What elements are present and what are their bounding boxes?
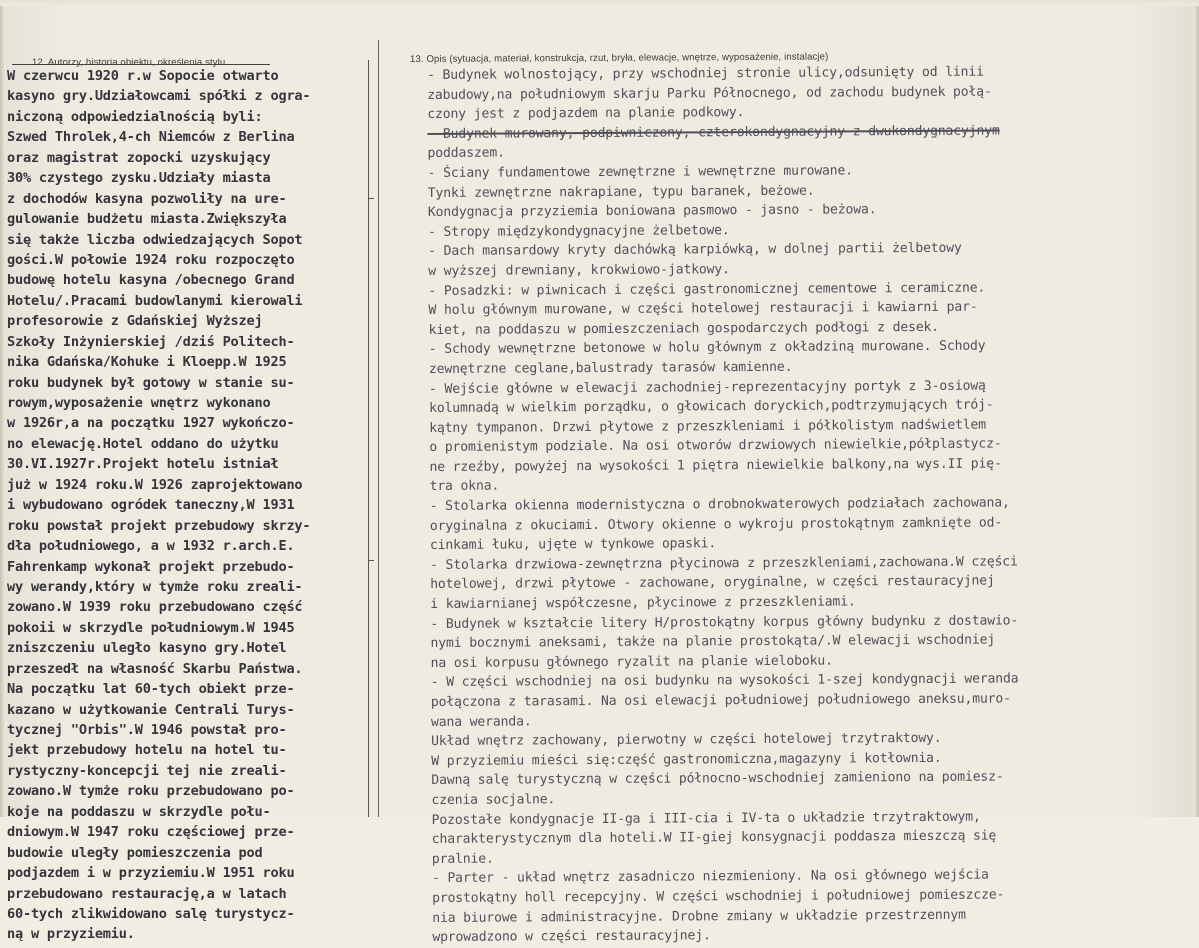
column-divider-outer xyxy=(378,40,379,817)
history-text-line: W czerwcu 1920 r.w Sopocie otwarto xyxy=(7,68,279,84)
history-text-line: pokoii w skrzydle południowym.W 1945 xyxy=(7,619,295,636)
description-text-line: Dawną salę turystyczną w części północno-wschodniej zamieniono na pomiesz- xyxy=(431,769,1004,789)
description-text-line: Pozostałe kondygnacje II-ga i III-cia i IV-ta o układzie trzytraktowym, xyxy=(431,809,981,828)
paper-edge-top xyxy=(0,0,1199,6)
history-text-line: dniowym.W 1947 roku częściowej prze- xyxy=(7,824,295,841)
description-text-line: prostokątny holl recepcyjny. W części wschodniej i południowej pomieszcze- xyxy=(432,887,1005,906)
history-text-line: i wybudowano ogródek taneczny,W 1931 xyxy=(7,497,295,514)
history-text-line: kazano w użytkowanie Centrali Turys- xyxy=(7,701,295,718)
description-text-line: i kawiarnianej współczesne, płycinowe z przeszkleniami. xyxy=(430,594,856,613)
history-text-line: jekt przebudowy hotelu na hotel tu- xyxy=(7,742,287,759)
description-text-line: - Stropy międzykondygnacyjne żelbetowe. xyxy=(427,222,730,240)
history-text-line: ną w przyziemiu. xyxy=(7,926,135,943)
description-text-line: zabudowy,na południowym skarju Parku Północnego, od zachodu budynek połą- xyxy=(427,84,992,103)
history-text-line: 30.VI.1927r.Projekt hotelu istniał xyxy=(7,456,279,473)
paper-edge-right xyxy=(1193,0,1199,817)
description-text-line: pralnie. xyxy=(431,851,494,867)
history-text-line: zowano.W 1939 roku przebudowano część xyxy=(7,599,303,616)
history-text-line: Na początku lat 60-tych obiekt prze- xyxy=(7,681,295,698)
history-text-line: wy werandy,który w tymże roku zreali- xyxy=(7,578,303,595)
history-text-line: gości.W połowie 1924 roku rozpoczęto xyxy=(7,251,295,268)
description-text-line: o promienistym podziale. Na osi otworów drzwiowych niewielkie,półplastycz- xyxy=(429,436,1002,456)
history-text-line: nika Gdańska/Kohuke i Kloepp.W 1925 xyxy=(7,354,287,371)
description-text-line: - W części wschodniej na osi budynku na wysokości 1-szej kondygnacji weranda xyxy=(430,671,1019,691)
description-text-line: czenia socjalne. xyxy=(431,792,556,808)
history-text-line: budowie uległy pomieszczenia pod xyxy=(7,844,263,861)
description-text-line: Kondygnacja przyziemia boniowana pasmowo - jasno - beżowa. xyxy=(427,202,877,221)
history-text-line: roku budynek był gotowy w stanie su- xyxy=(7,374,295,391)
description-text-column xyxy=(427,61,1192,947)
history-text-line: już w 1924 roku.W 1926 zaprojektowano xyxy=(7,476,303,493)
description-text-line: - Wejście główne w elewacji zachodniej-reprezentacyjny portyk z 3-osiową xyxy=(428,378,986,397)
description-text-line: na osi korpusu głównego ryzalit na planie wieloboku. xyxy=(430,653,833,671)
description-text-line: - Ściany fundamentowe zewnętrzne i wewnętrzne murowane. xyxy=(427,163,854,181)
description-text-line: - Dach mansardowy kryty dachówką karpiówką, w dolnej partii żelbetowy xyxy=(428,241,962,260)
history-text-line: się także liczba odwiedzających Sopot xyxy=(7,231,303,248)
history-text-line: Szwed Throlek,4-ch Niemców z Berlina xyxy=(7,129,295,146)
description-text-line: nia biurowe i administracyjne. Drobne zmiany w układzie przestrzennym xyxy=(432,907,966,926)
history-text-line: Hotelu/.Pracami budowlanymi kierowali xyxy=(7,292,303,309)
description-text-line: - Parter - układ wnętrz zasadniczo niezmieniony. Na osi głównego wejścia xyxy=(431,867,989,887)
description-text-line: wana weranda. xyxy=(430,713,532,730)
description-text-line: kolumnadą w wielkim porządku, o głowicach doryckich,podtrzymujących trój- xyxy=(429,397,994,417)
description-text-line: połączona z tarasami. Na osi elewacji południowej południowego aneksu,muro- xyxy=(430,691,1011,710)
history-text-line: koje na poddaszu w skrzydle połu- xyxy=(7,803,271,820)
history-text-line: tycznej "Orbis".W 1946 powstał pro- xyxy=(7,722,287,738)
history-text-line: podjazdem i w przyziemiu.W 1951 roku xyxy=(7,865,295,882)
section-heading-12: 12. Autorzy, historia obiektu, określenia stylu. xyxy=(32,57,229,68)
description-text-line: - Budynek w kształcie litery H/prostokątny korpus główny budynku z dostawio- xyxy=(430,613,1019,632)
history-text-line: roku powstał projekt przebudowy skrzy- xyxy=(7,517,311,534)
description-text-line: czony jest z podjazdem na planie podkowy. xyxy=(427,105,745,123)
history-text-line: zowano.W tymże roku przebudowano po- xyxy=(7,783,295,800)
history-text-line: rowym,wyposażenie wnętrz wykonano xyxy=(7,395,271,411)
history-text-line: budowę hotelu kasyna /obecnego Grand xyxy=(7,272,295,289)
history-text-line: przeszedł na własność Skarbu Państwa. xyxy=(7,660,303,677)
history-text-line: zniszczeniu uległo kasyno gry.Hotel xyxy=(7,640,287,657)
description-text-line: ne rzeźby, powyżej na wysokości 1 piętra niewielkie balkony,na wys.II pię- xyxy=(429,456,1002,475)
description-text-line: - Budynek murowany, podpiwniczony, czterokondygnacyjny z dwukondygnacyjnym xyxy=(427,123,1000,142)
description-text-line: kątny tympanon. Drzwi płytowe z przeszkleniami i półkolistym nadświetlem xyxy=(429,417,987,436)
history-text-line: rystyczny-koncepcji tej nie zreali- xyxy=(7,762,287,779)
description-text-line: - Budynek wolnostojący, przy wschodniej stronie ulicy,odsunięty od linii xyxy=(427,64,984,83)
history-text-line: dła południowego, a w 1932 r.arch.E. xyxy=(7,538,295,555)
description-text-line: kiet, na poddaszu w pomieszczeniach gospodarczych podłogi z desek. xyxy=(428,319,940,338)
history-text-line: 30% czystego zysku.Udziały miasta xyxy=(7,170,271,187)
description-text-line: hotelowej, drzwi płytowe - zachowane, oryginalne, w części restauracyjnej xyxy=(430,573,995,593)
description-text-line: cinkami łuku, ujęte w tynkowe opaski. xyxy=(429,536,717,554)
history-text-line: no elewację.Hotel oddano do użytku xyxy=(7,435,279,452)
description-text-line: W holu głównym murowane, w części hotelowej restauracji i kawiarni par- xyxy=(428,299,978,319)
description-text-line: W przyziemiu mieści się:część gastronomiczna,magazyny i kotłownia. xyxy=(431,750,942,769)
description-text-line: - Stolarka okienna modernistyczna o drobnokwaterowych podziałach zachowana, xyxy=(429,495,1010,515)
description-text-line: zewnętrzne ceglane,balustrady tarasów kamienne. xyxy=(428,359,793,377)
description-text-line: wprowadzono w części restauracyjnej. xyxy=(432,928,711,946)
description-text-line: Układ wnętrz zachowany, pierwotny w części hotelowej trzytraktowy. xyxy=(431,731,942,750)
history-text-line: profesorowie z Gdańskiej Wyższej xyxy=(7,313,263,330)
description-text-line: - Posadzki: w piwnicach i części gastronomicznej cementowe i ceramiczne. xyxy=(428,280,986,299)
description-text-line: w wyższej drewniany, krokwiowo-jatkowy. xyxy=(428,262,730,279)
history-text-column xyxy=(7,66,375,945)
history-text-line: przebudowano restaurację,a w latach xyxy=(7,885,287,902)
history-text-line: kasyno gry.Udziałowcami spółki z ogra- xyxy=(7,88,311,105)
history-text-line: oraz magistrat zopocki uzyskujący xyxy=(7,149,271,166)
history-text-line: 60-tych zlikwidowano salę turystycz- xyxy=(7,905,295,922)
history-text-line: Fahrenkamp wykonał projekt przebudo- xyxy=(7,558,295,575)
section-heading-13: 13. Opis (sytuacja, materiał, konstrukcja, rzut, bryła, elewacje, wnętrze, wyposażenie, instalacje) xyxy=(410,51,829,65)
description-text-line: oryginalna z okuciami. Otwory okienne o wykroju prostokątnym zamknięte od- xyxy=(429,515,1003,534)
history-text-line: Szkoły Inżynierskiej /dziś Politech- xyxy=(7,333,295,350)
history-text-line: gulowanie budżetu miasta.Zwiększyła xyxy=(7,211,287,228)
description-text-line: - Stolarka drzwiowa-zewnętrzna płycinowa z przeszkleniami,zachowana.W części xyxy=(430,554,1018,573)
description-text-line: tra okna. xyxy=(429,479,500,495)
history-text-line: niczoną odpowiedzialnością byli: xyxy=(7,108,263,125)
description-text-line: poddaszem. xyxy=(427,145,505,162)
paper-edge-left xyxy=(0,0,6,817)
history-text-line: w 1926r,a na początku 1927 wykończo- xyxy=(7,415,295,432)
description-text-line: charakterystycznym dla hoteli.W II-giej konsygnacji poddasza mieszczą się xyxy=(431,828,997,848)
description-text-line: - Schody wewnętrzne betonowe w holu głównym z okładziną murowane. Schody xyxy=(428,338,986,358)
description-text-line: nymi bocznymi aneksami, także na planie prostokąta/.W elewacji wschodniej xyxy=(430,632,996,652)
description-text-line: Tynki zewnętrzne nakrapiane, typu baranek, beżowe. xyxy=(427,183,815,201)
history-text-line: z dochodów kasyna pozwoliły na ure- xyxy=(7,190,287,207)
